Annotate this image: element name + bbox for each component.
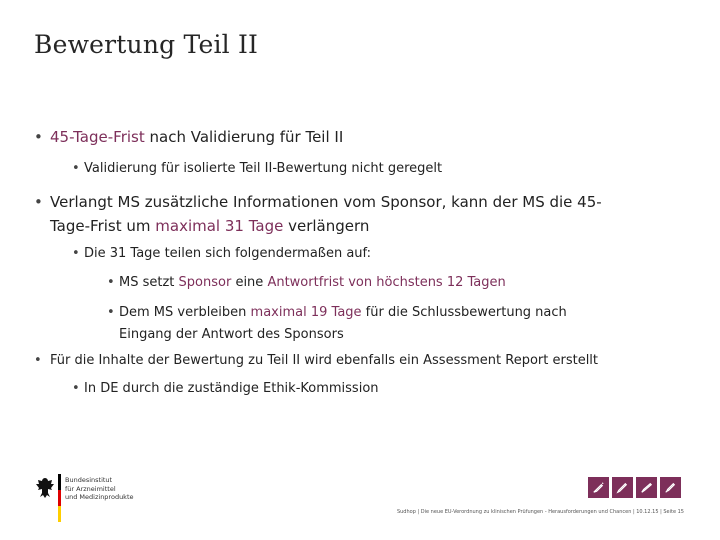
bullet-3a-text: In DE durch die zuständige Ethik-Kommission xyxy=(84,381,379,396)
bullet-dot: • xyxy=(34,353,42,368)
bullet-1a-text: Validierung für isolierte Teil II-Bewertung nicht geregelt xyxy=(84,161,443,176)
german-flag-bar xyxy=(58,474,61,522)
bullet-2 xyxy=(34,190,602,238)
bullet-1a xyxy=(72,161,442,176)
bullet-3a xyxy=(72,381,379,396)
bullet-2a-1-highlight-2: Antwortfrist von höchstens 12 Tagen xyxy=(267,275,506,290)
bullet-dot: • xyxy=(72,246,80,261)
pen-icon xyxy=(636,477,657,498)
bullet-2-line-2a: Tage-Frist um xyxy=(50,217,156,235)
bfarm-logo xyxy=(34,474,154,524)
bullet-2a-1-text-2: eine xyxy=(231,275,268,290)
decorative-icon-row xyxy=(588,477,681,498)
bullet-2a xyxy=(72,246,371,261)
bullet-2a-2-text-1: Dem MS verbleiben xyxy=(119,305,251,320)
bullet-2-line-2b: verlängern xyxy=(283,217,370,235)
bullet-2-line-1: Verlangt MS zusätzliche Informationen vom Sponsor, kann der MS die 45- xyxy=(50,193,602,211)
bullet-2a-2 xyxy=(107,302,567,346)
bullet-1 xyxy=(34,128,343,146)
slide-title: Bewertung Teil II xyxy=(34,30,259,59)
bullet-dot: • xyxy=(34,193,43,211)
pen-icon xyxy=(588,477,609,498)
pen-icon xyxy=(660,477,681,498)
bullet-3-text: Für die Inhalte der Bewertung zu Teil II wird ebenfalls ein Assessment Report erstellt xyxy=(50,353,599,368)
bullet-1-highlight: 45-Tage-Frist xyxy=(50,128,145,146)
bullet-3 xyxy=(34,353,598,368)
logo-text: Bundesinstitut für Arzneimittel und Medizinprodukte xyxy=(65,476,134,501)
bullet-2a-2-line-2: Eingang der Antwort des Sponsors xyxy=(119,327,344,342)
federal-eagle-icon xyxy=(34,476,56,500)
bullet-2a-1-highlight-1: Sponsor xyxy=(178,275,232,290)
pen-icon xyxy=(612,477,633,498)
bullet-2a-2-highlight: maximal 19 Tage xyxy=(250,305,362,320)
footer-text: Sudhop | Die neue EU-Verordnung zu klinischen Prüfungen - Herausforderungen und Chancen | 10.12.15 | Seite 15 xyxy=(396,509,684,515)
bullet-dot: • xyxy=(72,161,80,176)
bullet-1-text: nach Validierung für Teil II xyxy=(144,128,344,146)
bullet-2a-1 xyxy=(107,275,506,290)
bullet-2-highlight: maximal 31 Tage xyxy=(155,217,284,235)
bullet-2a-2-text-2: für die Schlussbewertung nach xyxy=(361,305,567,320)
bullet-2a-text: Die 31 Tage teilen sich folgendermaßen auf: xyxy=(84,246,372,261)
bullet-dot: • xyxy=(107,275,115,290)
bullet-2a-1-text-1: MS setzt xyxy=(119,275,179,290)
bullet-dot: • xyxy=(107,305,115,320)
bullet-dot: • xyxy=(34,128,43,146)
bullet-dot: • xyxy=(72,381,80,396)
